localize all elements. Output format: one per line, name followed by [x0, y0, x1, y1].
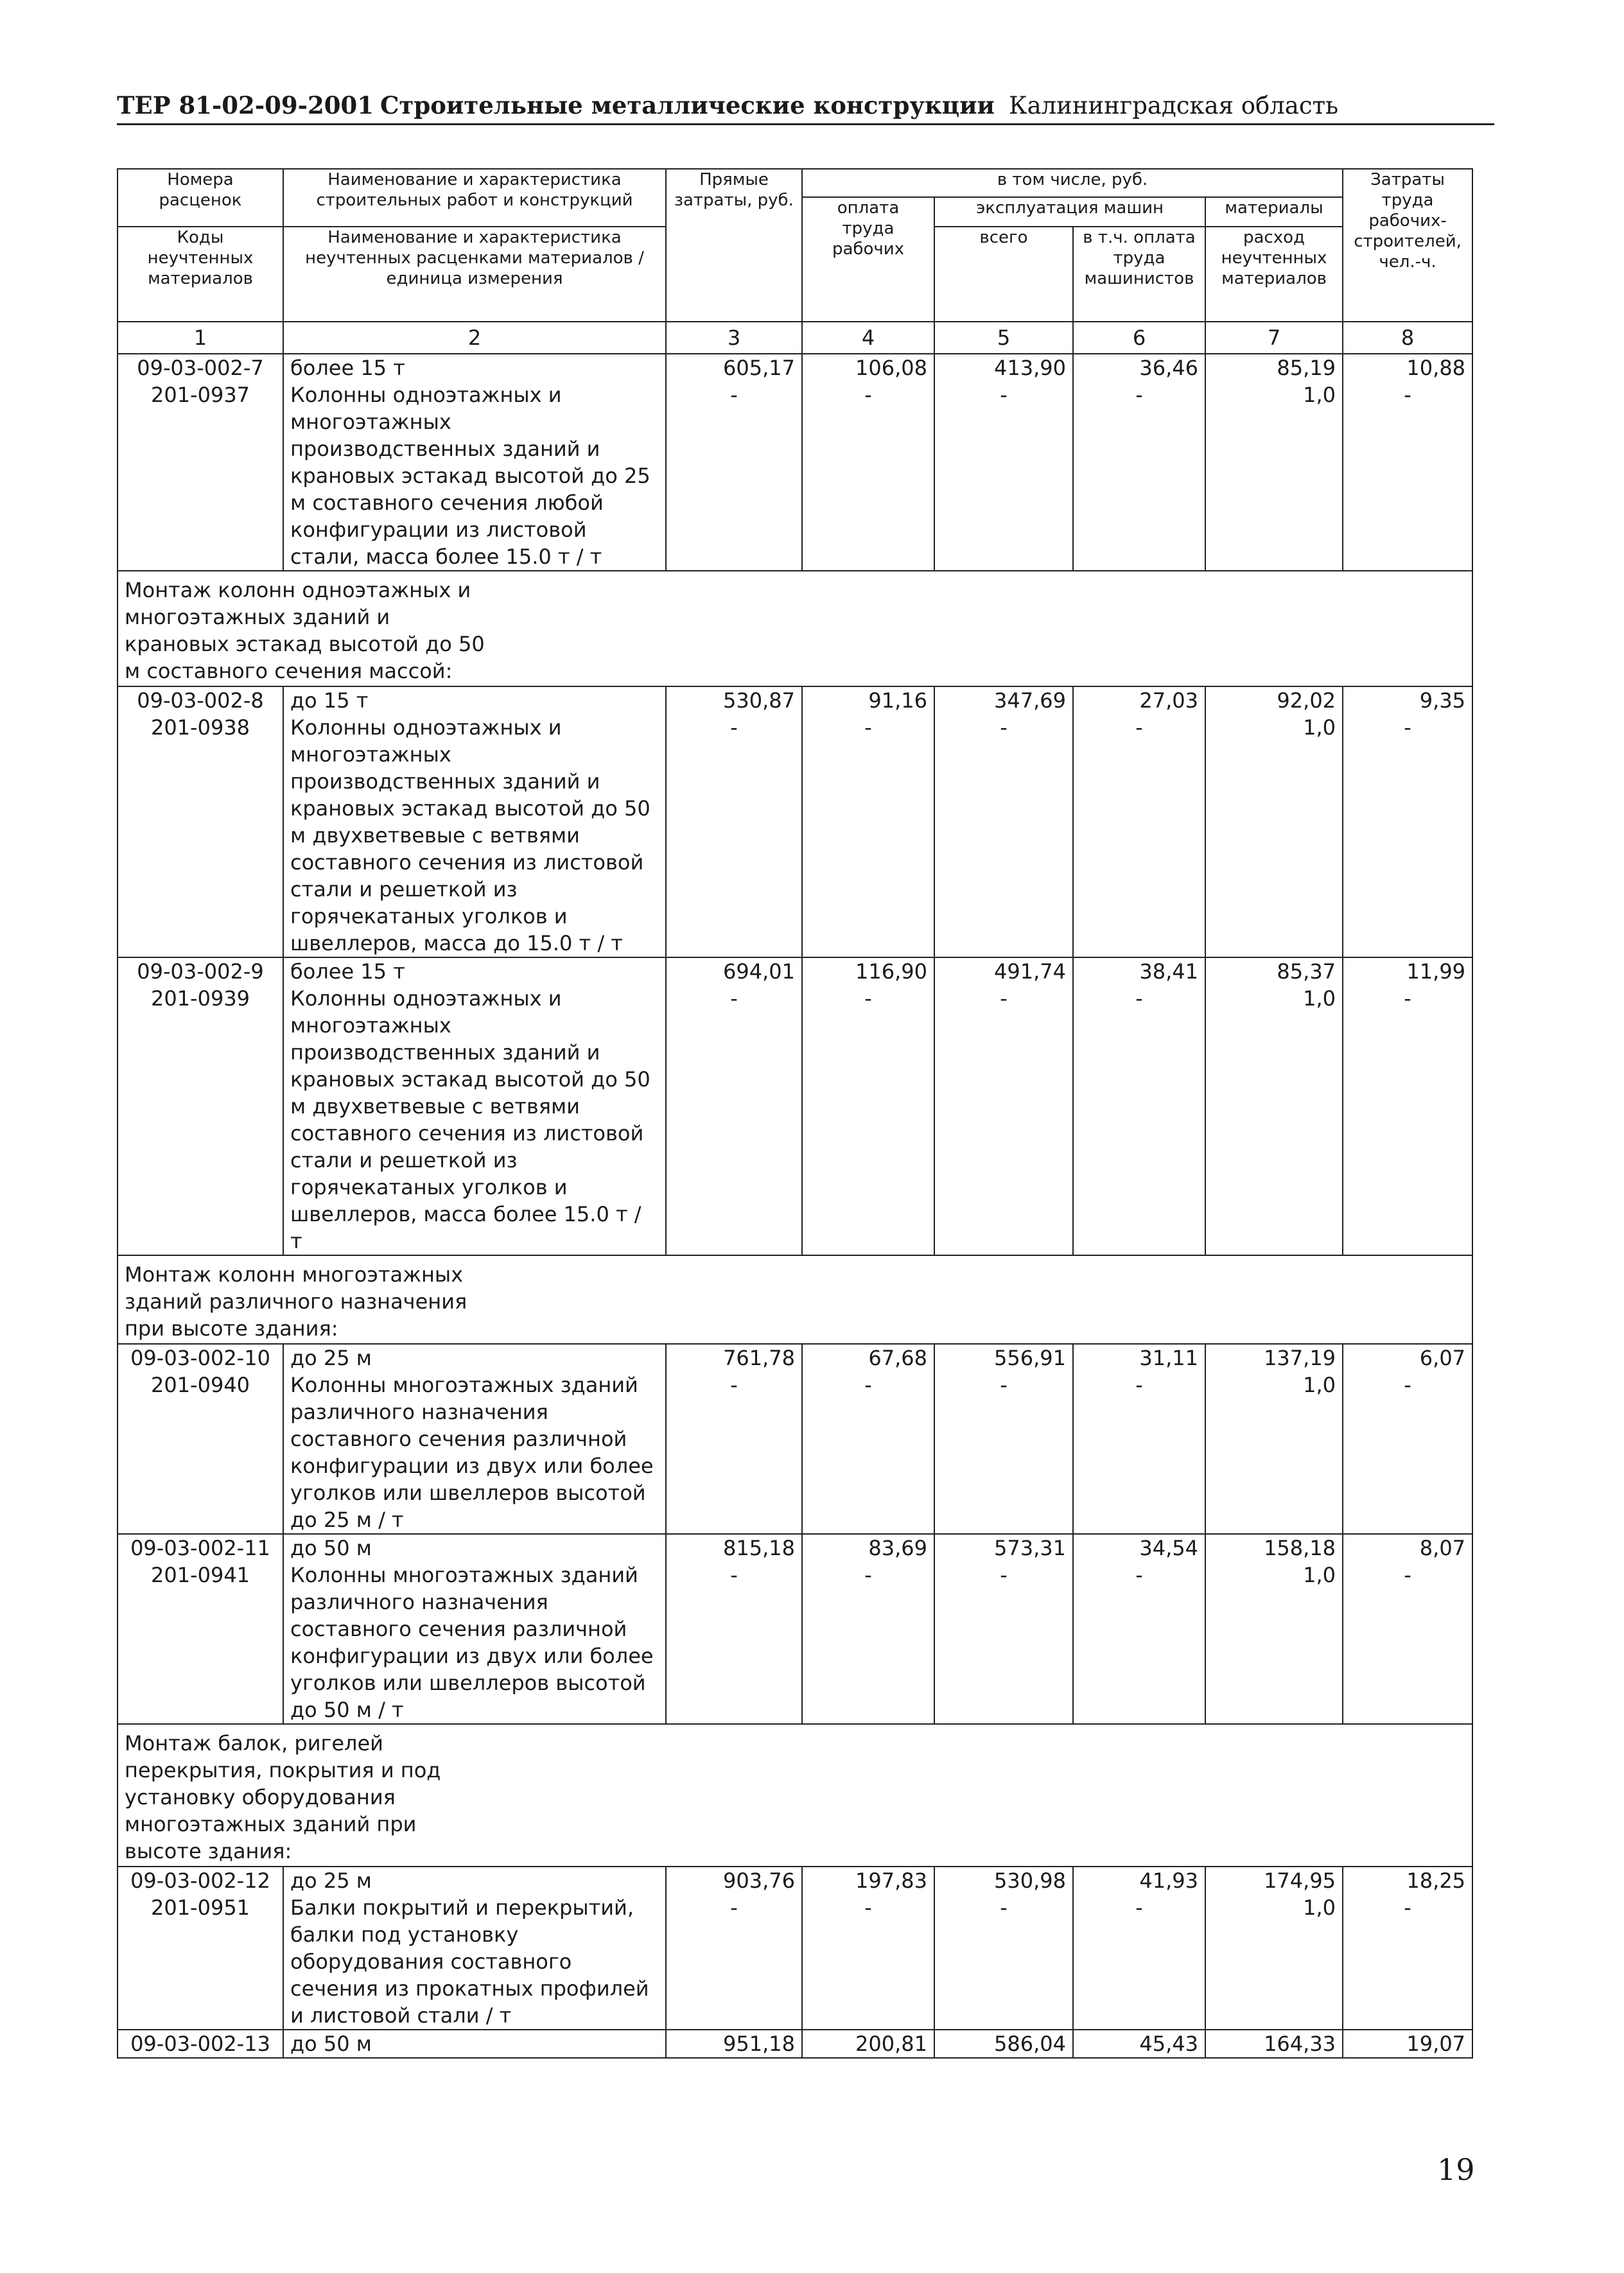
materials-cost: 164,33 — [1205, 2030, 1343, 2058]
material-direct: - — [666, 381, 802, 571]
material-direct: - — [666, 1562, 802, 1724]
material-labor: - — [802, 985, 934, 1255]
direct-costs: 530,87 — [666, 686, 802, 714]
table-row — [118, 2030, 1472, 2058]
material-code: 201-0951 — [118, 1894, 283, 2030]
material-name: Колонны одноэтажных и многоэтажных производственных зданий и крановых эстакад высотой до 50 м двухветвевые с ветвями составного сечения из листовой стали и решеткой из горячекатаных уголков и швеллеров, масса более 15.0 т / т — [283, 985, 666, 1255]
material-machines-total: - — [934, 381, 1073, 571]
material-name: Балки покрытий и перекрытий, балки под установку оборудования составного сечения из прокатных профилей и листовой стали / т — [283, 1894, 666, 2030]
material-name: Колонны многоэтажных зданий различного назначения составного сечения различной конфигурации из двух или более уголков или швеллеров высотой до 25 м / т — [283, 1372, 666, 1534]
machinist-pay: 38,41 — [1073, 957, 1205, 985]
rate-name: до 25 м — [283, 1867, 666, 1894]
section-heading: Монтаж колонн одноэтажных и многоэтажных зданий и крановых эстакад высотой до 50 м составного сечения массой: — [118, 571, 1472, 686]
labor-pay: 200,81 — [802, 2030, 934, 2058]
material-quantity: 1,0 — [1205, 381, 1343, 571]
column-number: 3 — [666, 322, 802, 354]
machinist-pay: 27,03 — [1073, 686, 1205, 714]
section-heading-row — [118, 1724, 1472, 1867]
table-row — [118, 957, 1472, 985]
material-quantity: 1,0 — [1205, 714, 1343, 957]
material-machinist-pay: - — [1073, 381, 1205, 571]
labor-pay: 91,16 — [802, 686, 934, 714]
material-row — [118, 1372, 1472, 1534]
material-row — [118, 1894, 1472, 2030]
labor-pay: 67,68 — [802, 1344, 934, 1372]
document-code: ТЕР 81-02-09-2001 — [117, 91, 374, 119]
direct-costs: 605,17 — [666, 354, 802, 381]
material-code: 201-0941 — [118, 1562, 283, 1724]
machinist-pay: 41,93 — [1073, 1867, 1205, 1894]
column-number: 7 — [1205, 322, 1343, 354]
section-heading-row — [118, 1255, 1472, 1344]
machines-total: 491,74 — [934, 957, 1073, 985]
material-workhours: - — [1343, 985, 1472, 1255]
header-material-codes: Коды неучтенных материалов — [118, 227, 283, 322]
material-machines-total: - — [934, 1562, 1073, 1724]
header-work-name: Наименование и характеристика строительных работ и конструкций — [283, 169, 666, 227]
section-heading: Монтаж балок, ригелей перекрытия, покрытия и под установку оборудования многоэтажных зданий при высоте здания: — [118, 1724, 1472, 1867]
labor-pay: 83,69 — [802, 1534, 934, 1562]
machines-total: 530,98 — [934, 1867, 1073, 1894]
rate-name: до 25 м — [283, 1344, 666, 1372]
material-direct: - — [666, 985, 802, 1255]
material-workhours: - — [1343, 714, 1472, 957]
rate-name: более 15 т — [283, 354, 666, 381]
table-row — [118, 1344, 1472, 1372]
material-name: Колонны одноэтажных и многоэтажных производственных зданий и крановых эстакад высотой до 50 м двухветвевые с ветвями составного сечения из листовой стали и решеткой из горячекатаных уголков и швеллеров, масса до 15.0 т / т — [283, 714, 666, 957]
rate-name: до 50 м — [283, 2030, 666, 2058]
labor-pay: 116,90 — [802, 957, 934, 985]
material-labor: - — [802, 1562, 934, 1724]
table-row — [118, 354, 1472, 381]
direct-costs: 761,78 — [666, 1344, 802, 1372]
material-row — [118, 985, 1472, 1255]
workhours: 9,35 — [1343, 686, 1472, 714]
material-row — [118, 381, 1472, 571]
labor-pay: 106,08 — [802, 354, 934, 381]
material-quantity: 1,0 — [1205, 1372, 1343, 1534]
machinist-pay: 45,43 — [1073, 2030, 1205, 2058]
material-quantity: 1,0 — [1205, 1562, 1343, 1724]
column-number: 4 — [802, 322, 934, 354]
materials-cost: 92,02 — [1205, 686, 1343, 714]
column-number: 6 — [1073, 322, 1205, 354]
direct-costs: 951,18 — [666, 2030, 802, 2058]
materials-cost: 137,19 — [1205, 1344, 1343, 1372]
direct-costs: 903,76 — [666, 1867, 802, 1894]
material-labor: - — [802, 381, 934, 571]
workhours: 8,07 — [1343, 1534, 1472, 1562]
material-machinist-pay: - — [1073, 714, 1205, 957]
material-workhours: - — [1343, 381, 1472, 571]
material-direct: - — [666, 714, 802, 957]
header-machines: эксплуатация машин — [934, 197, 1205, 227]
rates-table — [117, 168, 1473, 2059]
material-code: 201-0940 — [118, 1372, 283, 1534]
material-direct: - — [666, 1894, 802, 2030]
material-machinist-pay: - — [1073, 1894, 1205, 2030]
material-name: Колонны одноэтажных и многоэтажных производственных зданий и крановых эстакад высотой до 25 м составного сечения любой конфигурации из листовой стали, масса более 15.0 т / т — [283, 381, 666, 571]
machinist-pay: 36,46 — [1073, 354, 1205, 381]
material-machines-total: - — [934, 714, 1073, 957]
workhours: 18,25 — [1343, 1867, 1472, 1894]
workhours: 19,07 — [1343, 2030, 1472, 2058]
workhours: 6,07 — [1343, 1344, 1472, 1372]
material-machines-total: - — [934, 1894, 1073, 2030]
labor-pay: 197,83 — [802, 1867, 934, 1894]
workhours: 10,88 — [1343, 354, 1472, 381]
materials-cost: 174,95 — [1205, 1867, 1343, 1894]
machines-total: 347,69 — [934, 686, 1073, 714]
table-header — [118, 169, 1472, 354]
material-code: 201-0937 — [118, 381, 283, 571]
workhours: 11,99 — [1343, 957, 1472, 985]
material-labor: - — [802, 1372, 934, 1534]
material-code: 201-0938 — [118, 714, 283, 957]
header-machines-total: всего — [934, 227, 1073, 322]
rate-code: 09-03-002-9 — [118, 957, 283, 985]
material-machines-total: - — [934, 985, 1073, 1255]
materials-cost: 158,18 — [1205, 1534, 1343, 1562]
header-material-consumption: расход неучтенных материалов — [1205, 227, 1343, 322]
rate-code: 09-03-002-11 — [118, 1534, 283, 1562]
material-code: 201-0939 — [118, 985, 283, 1255]
header-including: в том числе, руб. — [802, 169, 1343, 197]
page-header — [117, 91, 1494, 125]
material-labor: - — [802, 714, 934, 957]
header-rate-numbers: Номера расценок — [118, 169, 283, 227]
material-machines-total: - — [934, 1372, 1073, 1534]
section-heading-row — [118, 571, 1472, 686]
page-number: 19 — [1437, 2152, 1475, 2187]
header-labor-pay: оплата труда рабочих — [802, 197, 934, 322]
column-numbers-row — [118, 322, 1472, 354]
machines-total: 586,04 — [934, 2030, 1073, 2058]
column-number: 2 — [283, 322, 666, 354]
material-row — [118, 1562, 1472, 1724]
material-machinist-pay: - — [1073, 1372, 1205, 1534]
rate-code: 09-03-002-10 — [118, 1344, 283, 1372]
header-machinist-pay: в т.ч. оплата труда машинистов — [1073, 227, 1205, 322]
rate-code: 09-03-002-13 — [118, 2030, 283, 2058]
rate-code: 09-03-002-8 — [118, 686, 283, 714]
direct-costs: 815,18 — [666, 1534, 802, 1562]
rate-code: 09-03-002-12 — [118, 1867, 283, 1894]
material-workhours: - — [1343, 1562, 1472, 1724]
material-name: Колонны многоэтажных зданий различного назначения составного сечения различной конфигурации из двух или более уголков или швеллеров высотой до 50 м / т — [283, 1562, 666, 1724]
table-row — [118, 686, 1472, 714]
section-heading: Монтаж колонн многоэтажных зданий различного назначения при высоте здания: — [118, 1255, 1472, 1344]
column-number: 8 — [1343, 322, 1472, 354]
rate-name: до 50 м — [283, 1534, 666, 1562]
material-quantity: 1,0 — [1205, 985, 1343, 1255]
document-title: Строительные металлические конструкции — [380, 91, 995, 119]
material-quantity: 1,0 — [1205, 1894, 1343, 2030]
materials-cost: 85,37 — [1205, 957, 1343, 985]
header-materials: материалы — [1205, 197, 1343, 227]
table-row — [118, 1867, 1472, 1894]
document-region: Калининградская область — [1008, 92, 1339, 119]
material-workhours: - — [1343, 1372, 1472, 1534]
material-machinist-pay: - — [1073, 985, 1205, 1255]
material-row — [118, 714, 1472, 957]
material-direct: - — [666, 1372, 802, 1534]
machines-total: 556,91 — [934, 1344, 1073, 1372]
table-body — [118, 354, 1472, 2058]
header-direct-costs: Прямые затраты, руб. — [666, 169, 802, 322]
header-workhours: Затраты труда рабочих-строителей, чел.-ч. — [1343, 169, 1472, 322]
table-row — [118, 1534, 1472, 1562]
rate-name: более 15 т — [283, 957, 666, 985]
direct-costs: 694,01 — [666, 957, 802, 985]
machinist-pay: 34,54 — [1073, 1534, 1205, 1562]
machines-total: 573,31 — [934, 1534, 1073, 1562]
rate-name: до 15 т — [283, 686, 666, 714]
machinist-pay: 31,11 — [1073, 1344, 1205, 1372]
material-workhours: - — [1343, 1894, 1472, 2030]
column-number: 5 — [934, 322, 1073, 354]
header-material-name: Наименование и характеристика неучтенных расценками материалов / единица измерения — [283, 227, 666, 322]
materials-cost: 85,19 — [1205, 354, 1343, 381]
machines-total: 413,90 — [934, 354, 1073, 381]
material-machinist-pay: - — [1073, 1562, 1205, 1724]
material-labor: - — [802, 1894, 934, 2030]
column-number: 1 — [118, 322, 283, 354]
rate-code: 09-03-002-7 — [118, 354, 283, 381]
